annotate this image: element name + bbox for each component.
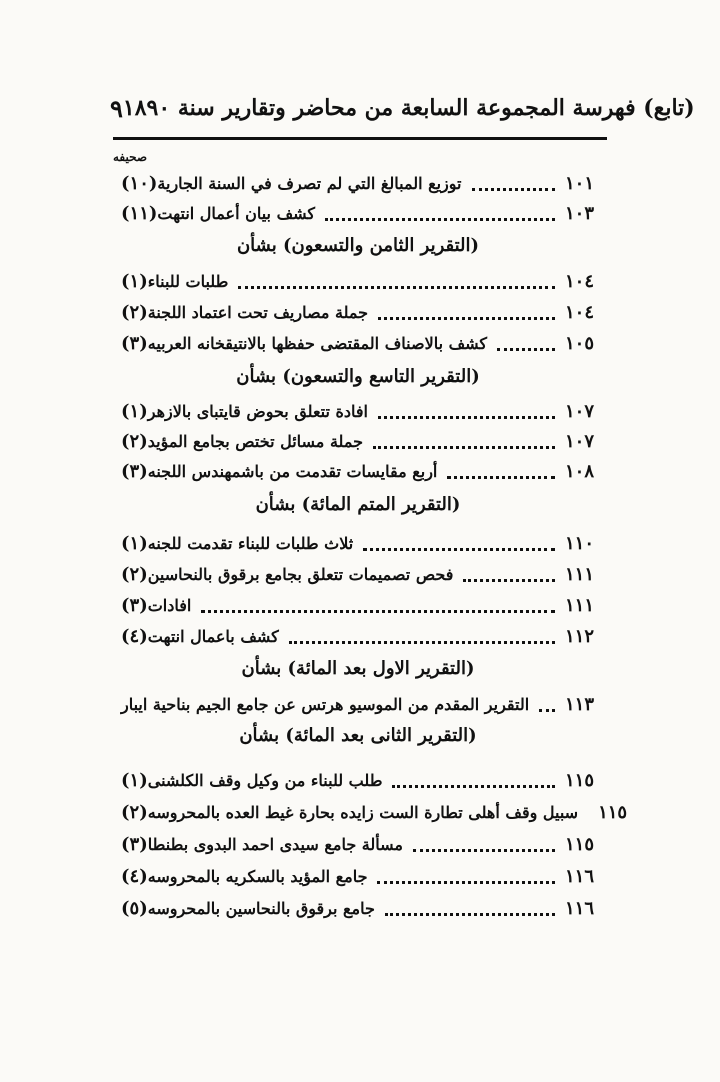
entry-page: ١٠٧ [565,400,595,422]
entry-number: (٣) [121,460,148,482]
leader-dots [539,709,555,712]
entry-number: (١٠) [121,172,158,194]
entry-title: توزيع المبالغ التي لم تصرف في السنة الجارية [157,173,462,193]
entry-page: ١١٥ [565,833,595,855]
toc-entry [113,299,603,325]
toc-entry [113,428,603,454]
running-title: (تابع) فهرسة المجموعة السابعة من محاضر وتقارير سنة ١٨٩٠ [122,95,695,121]
leader-dots [385,913,555,916]
entry-title: ثلاث طلبات للبناء تقدمت للجنه [147,533,354,553]
leader-dots [447,476,555,479]
toc-entry [113,799,628,825]
entry-page: ١١٢ [565,625,595,647]
entry-title: جامع برقوق بالنحاسين بالمحروسه [147,898,375,918]
entry-number: (١) [121,400,148,422]
entry-title: افادات [147,595,192,615]
toc-entry [113,268,603,294]
entry-number: (٥) [121,897,148,919]
leader-dots [378,317,555,320]
entry-title: فحص تصميمات تتعلق بجامع برقوق بالنحاسين [147,564,454,584]
toc-entry [113,330,603,356]
entry-title: سبيل وقف أهلى تطارة الست زايده بحارة غيط العده بالمحروسه [147,802,579,822]
leader-dots [463,579,555,582]
section-heading: (التقرير الثامن والتسعون) بشأن [236,235,480,256]
leader-dots [289,641,555,644]
entry-number: (٤) [121,865,148,887]
entry-number: (٣) [121,594,148,616]
leader-dots [472,188,556,191]
entry-page: ١١٥ [565,769,595,791]
page-number: ٩ [110,93,123,123]
entry-title: مسألة جامع سيدى احمد البدوى بطنطا [147,834,403,854]
entry-page: ١٠٧ [565,430,595,452]
entry-title: افادة تتعلق بحوض قايتباى بالازهر [147,401,368,421]
entry-page: ١٠٥ [565,332,595,354]
toc-entry [113,200,603,226]
leader-dots [378,416,555,419]
entry-number: (٢) [121,430,148,452]
entry-number: (٣) [121,332,148,354]
entry-number: (١) [121,270,148,292]
page-column-label: صحيفه [113,150,148,164]
page-header [110,88,695,128]
entry-title: طلب للبناء من وكيل وقف الكلشنى [147,770,383,790]
entry-page: ١٠٤ [565,301,595,323]
entry-title: جملة مصاريف تحت اعتماد اللجنة [147,302,369,322]
toc-entry [113,863,603,889]
leader-dots [325,218,555,221]
leader-dots [377,881,555,884]
entry-page: ١٠٣ [565,202,595,224]
entry-title: كشف بالاصناف المقتضى حفظها بالانتيقخانه العربيه [147,333,488,353]
entry-page: ١١٦ [565,897,595,919]
entry-title: طلبات للبناء [147,271,229,291]
section-heading: (التقرير التاسع والتسعون) بشأن [236,366,480,387]
entry-page: ١١١ [565,594,595,616]
leader-dots [392,785,555,788]
toc-entry [113,831,603,857]
toc-entry [113,458,603,484]
entry-number: (٢) [121,801,148,823]
entry-title: كشف بيان أعمال انتهت [157,203,316,223]
entry-number: (٢) [121,563,148,585]
entry-number: (٤) [121,625,148,647]
entry-number: (٢) [121,301,148,323]
entry-number: (١١) [121,202,158,224]
leader-dots [238,286,555,289]
leader-dots [201,610,555,613]
entry-page: ١١٣ [565,693,595,715]
entry-page: ١١٦ [565,865,595,887]
entry-title: كشف باعمال انتهت [147,626,279,646]
toc-entry [113,767,603,793]
entry-page: ١٠١ [565,172,595,194]
section-heading: (التقرير الاول بعد المائة) بشأن [241,658,475,679]
toc-entry [113,398,603,424]
entry-page: ١١٠ [565,532,595,554]
entry-title: أربع مقايسات تقدمت من باشمهندس اللجنه [147,461,438,481]
leader-dots [413,849,555,852]
entry-number: (١) [121,769,148,791]
toc-entry [113,170,603,196]
toc-entry [113,623,603,649]
leader-dots [373,446,555,449]
entry-page: ١٠٨ [565,460,595,482]
toc-entry [113,895,603,921]
entry-page: ١١٥ [598,801,628,823]
entry-title: جملة مسائل تختص بجامع المؤيد [147,431,363,451]
toc-entry [113,530,603,556]
section-heading: (التقرير المتم المائة) بشأن [255,494,461,515]
toc-entry [113,592,603,618]
entry-title: التقرير المقدم من الموسيو هرتس عن جامع الجيم بناحية ايبار [121,694,530,714]
entry-number: (١) [121,532,148,554]
header-rule [113,137,607,140]
entry-title: جامع المؤيد بالسكريه بالمحروسه [147,866,368,886]
leader-dots [363,548,555,551]
entry-page: ١١١ [565,563,595,585]
section-heading: (التقرير الثانى بعد المائة) بشأن [239,725,477,746]
toc-entry [113,691,603,717]
entry-page: ١٠٤ [565,270,595,292]
entry-number: (٣) [121,833,148,855]
leader-dots [497,348,555,351]
toc-entry [113,561,603,587]
